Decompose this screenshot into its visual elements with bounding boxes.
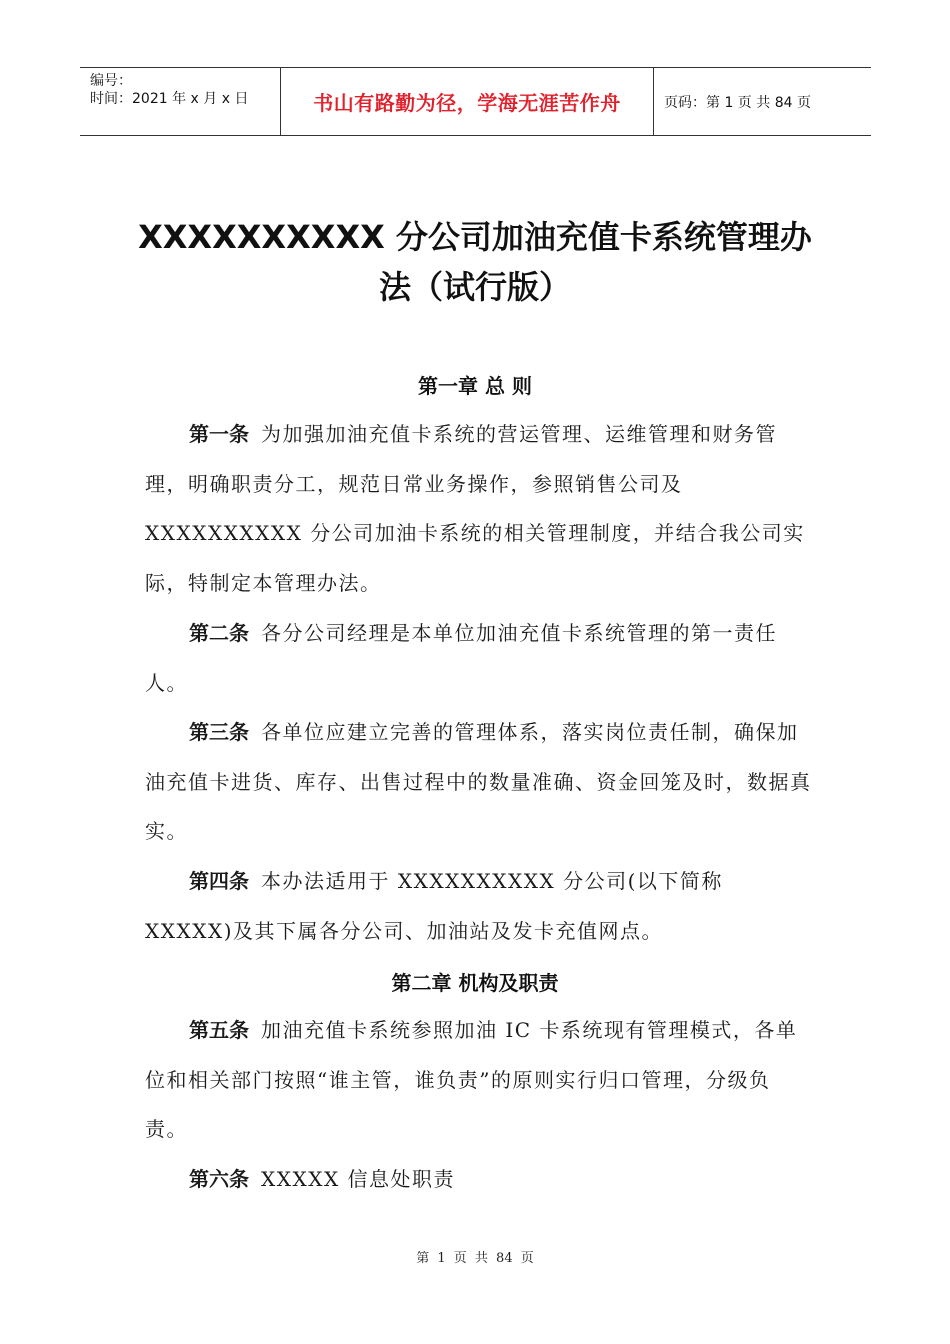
header-meta [80,68,281,135]
article-lead: 第二条 [189,621,249,645]
article-text: 各单位应建立完善的管理体系，落实岗位责任制，确保加油充值卡进货、库存、出售过程中的数量准确、资金回笼及时，数据真实。 [145,720,812,843]
header-page-info: 页码：第 1 页 共 84 页 [664,94,811,111]
article-lead: 第一条 [189,422,249,446]
document-header [80,67,871,136]
article-lead: 第五条 [189,1018,249,1042]
article-text: 各分公司经理是本单位加油充值卡系统管理的第一责任人。 [145,621,777,695]
header-motto: 书山有路勤为径，学海无涯苦作舟 [281,68,654,135]
article-lead: 第六条 [189,1167,249,1191]
article-3 [145,708,813,857]
page-footer: 第 1 页 共 84 页 [416,1251,534,1266]
article-lead: 第三条 [189,720,249,744]
title-line-2: 法（试行版） [378,268,571,306]
article-lead: 第四条 [189,869,249,893]
article-5 [145,1006,813,1155]
article-1 [145,410,813,608]
chapter-heading-1: 第一章 总 则 [418,374,532,398]
article-4 [145,857,813,956]
time-label: 时间：2021 年 x 月 x 日 [90,91,249,107]
chapter-heading-2: 第二章 机构及职责 [391,971,559,995]
article-text: 为加强加油充值卡系统的营运管理、运维管理和财务管理，明确职责分工，规范日常业务操作，参照销售公司及 XXXXXXXXXX 分公司加油卡系统的相关管理制度，并结合我公司实际，特制定本管理办法。 [145,422,805,595]
title-line-1: XXXXXXXXXX 分公司加油充值卡系统管理办 [138,218,812,256]
article-2 [145,609,813,708]
article-text: 本办法适用于 XXXXXXXXXX 分公司(以下简称 XXXXX)及其下属各分公司、加油站及发卡充值网点。 [145,869,723,943]
document-title [100,212,850,312]
article-6 [145,1155,813,1205]
article-text: XXXXX 信息处职责 [261,1167,456,1191]
article-text: 加油充值卡系统参照加油 IC 卡系统现有管理模式，各单位和相关部门按照“谁主管，谁负责”的原则实行归口管理，分级负责。 [145,1018,798,1141]
number-label: 编号： [90,73,132,89]
